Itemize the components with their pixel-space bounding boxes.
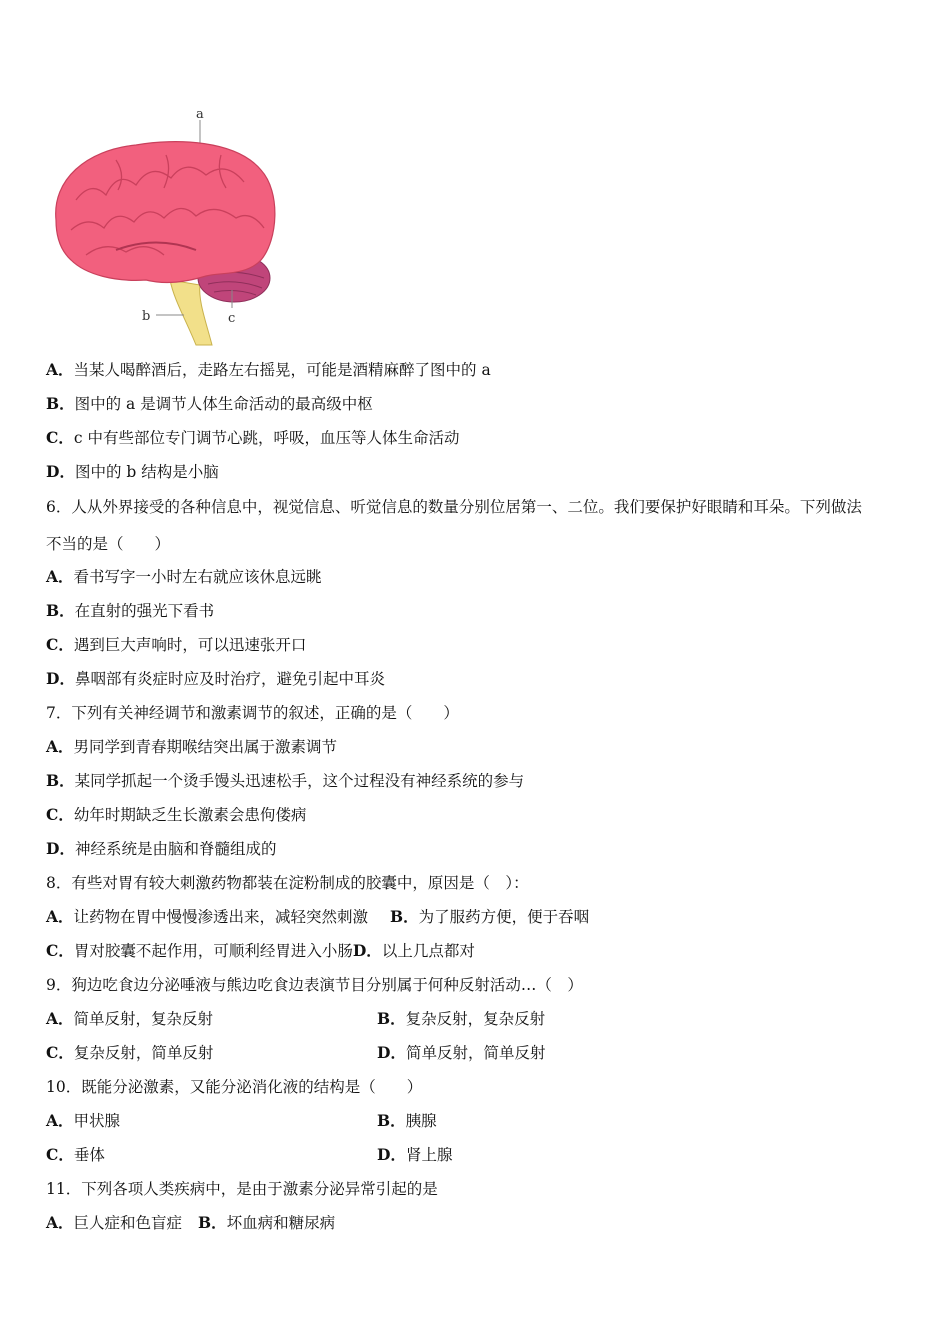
option-text: 在直射的强光下看书 <box>74 602 215 620</box>
q8-stem: 8．有些对胃有较大刺激药物都装在淀粉制成的胶囊中，原因是（ ）： <box>46 874 529 892</box>
q9-option-b <box>377 1009 545 1029</box>
q6-option-c <box>46 635 306 655</box>
label-c: c <box>228 311 236 326</box>
option-text: 肾上腺 <box>405 1146 453 1164</box>
label-a: a <box>196 107 204 122</box>
q9-option-a <box>46 1009 213 1029</box>
q10-option-d <box>377 1145 452 1165</box>
option-label: A． <box>46 1009 74 1028</box>
option-text: 图中的 a 是调节人体生命活动的最高级中枢 <box>74 395 373 413</box>
q6-option-a <box>46 567 322 587</box>
q10-option-c <box>46 1145 105 1165</box>
option-label: D． <box>46 462 75 481</box>
option-label: A． <box>46 360 74 379</box>
option-text: 神经系统是由脑和脊髓组成的 <box>74 840 277 858</box>
option-label: A． <box>46 567 74 586</box>
option-label: A． <box>46 737 74 756</box>
option-text: 复杂反射，简单反射 <box>73 1044 214 1062</box>
option-label: B． <box>46 771 75 790</box>
option-text: 坏血病和糖尿病 <box>226 1214 336 1232</box>
option-label: B． <box>46 601 75 620</box>
option-label: C． <box>46 941 74 960</box>
cerebrum-shape <box>56 142 275 283</box>
option-label: C． <box>46 428 74 447</box>
q10-option-b <box>377 1111 437 1131</box>
q11-stem: 11．下列各项人类疾病中，是由于激素分泌异常引起的是 <box>46 1180 438 1198</box>
q9-stem: 9．狗边吃食边分泌唾液与熊边吃食边表演节目分别属于何种反射活动…（ ） <box>46 976 583 994</box>
q7-option-a <box>46 737 337 757</box>
option-text: 简单反射，简单反射 <box>405 1044 546 1062</box>
option-text: 简单反射，复杂反射 <box>73 1010 214 1028</box>
option-label: B． <box>390 907 419 926</box>
q6-option-b <box>46 601 214 621</box>
option-text: 胰腺 <box>405 1112 437 1130</box>
q5-option-a <box>46 360 491 380</box>
option-text: 男同学到青春期喉结突出属于激素调节 <box>73 738 338 756</box>
q8-options-cd <box>46 941 475 961</box>
option-text: 图中的 b 结构是小脑 <box>74 463 219 481</box>
q5-option-d <box>46 462 219 482</box>
option-text: 幼年时期缺乏生长激素会患佝偻病 <box>73 806 307 824</box>
option-label: C． <box>46 1145 74 1164</box>
q7-option-c <box>46 805 306 825</box>
option-label: D． <box>352 941 382 960</box>
q10-stem: 10．既能分泌激素，又能分泌消化液的结构是（ ） <box>46 1078 423 1096</box>
q10-option-a <box>46 1111 120 1131</box>
q7-option-d <box>46 839 276 859</box>
option-label: D． <box>46 669 75 688</box>
option-text: 复杂反射，复杂反射 <box>405 1010 546 1028</box>
q7-option-b <box>46 771 524 791</box>
q9-option-c <box>46 1043 213 1063</box>
option-text: 垂体 <box>73 1146 105 1164</box>
option-label: C． <box>46 1043 74 1062</box>
q6-stem-line1: 6．人从外界接受的各种信息中，视觉信息、听觉信息的数量分别位居第一、二位。我们要保护好眼睛和耳朵。下列做法 <box>46 498 862 516</box>
option-text: c 中有些部位专门调节心跳，呼吸，血压等人体生命活动 <box>73 429 460 447</box>
q8-options-ab <box>46 907 589 927</box>
q6-stem-line2: 不当的是（ ） <box>46 535 171 553</box>
option-text: 甲状腺 <box>73 1112 121 1130</box>
q9-option-d <box>377 1043 545 1063</box>
q6-option-d <box>46 669 385 689</box>
option-label: B． <box>377 1111 406 1130</box>
option-text: 让药物在胃中慢慢渗透出来，减轻突然刺激 <box>73 908 369 926</box>
option-text: 看书写字一小时左右就应该休息远眺 <box>73 568 322 586</box>
option-label: A． <box>46 1111 74 1130</box>
option-label: C． <box>46 805 74 824</box>
label-b: b <box>142 309 151 324</box>
q5-option-c <box>46 428 459 448</box>
option-text: 某同学抓起一个烫手馒头迅速松手，这个过程没有神经系统的参与 <box>74 772 525 790</box>
option-label: A． <box>46 1213 74 1232</box>
option-text: 胃对胶囊不起作用，可顺利经胃进入小肠 <box>73 942 353 960</box>
option-label: B． <box>198 1213 227 1232</box>
option-text: 巨人症和色盲症 <box>73 1214 183 1232</box>
option-label: D． <box>377 1043 406 1062</box>
option-text: 遇到巨大声响时，可以迅速张开口 <box>73 636 307 654</box>
option-text: 为了服药方便，便于吞咽 <box>418 908 590 926</box>
option-label: B． <box>46 394 75 413</box>
brain-diagram <box>46 100 286 348</box>
option-label: D． <box>377 1145 406 1164</box>
option-text: 以上几点都对 <box>381 942 475 960</box>
option-text: 当某人喝醉酒后，走路左右摇晃，可能是酒精麻醉了图中的 a <box>73 361 491 379</box>
option-label: D． <box>46 839 75 858</box>
option-text: 鼻咽部有炎症时应及时治疗，避免引起中耳炎 <box>74 670 385 688</box>
q5-option-b <box>46 394 373 414</box>
q7-stem: 7．下列有关神经调节和激素调节的叙述，正确的是（ ） <box>46 704 459 722</box>
option-label: C． <box>46 635 74 654</box>
option-label: B． <box>377 1009 406 1028</box>
option-label: A． <box>46 907 74 926</box>
q11-options-ab <box>46 1213 335 1233</box>
